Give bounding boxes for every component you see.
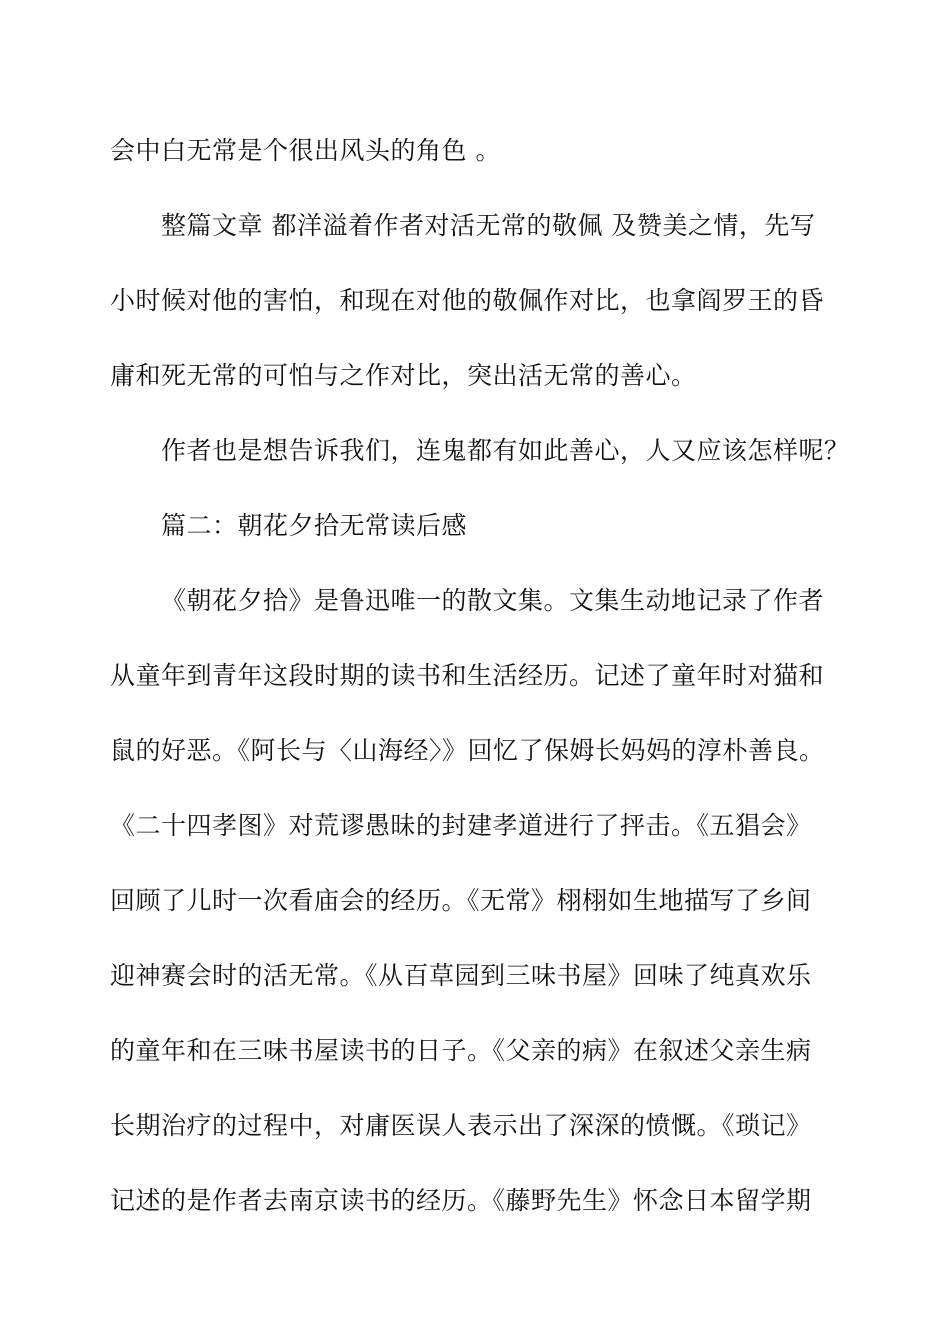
text-line: 的童年和在三味书屋读书的日子。《父亲的病》在叙述父亲生病 xyxy=(110,1036,812,1065)
text-line: 鼠的好恶。《阿长与〈山海经〉》回忆了保姆长妈妈的淳朴善良。 xyxy=(110,736,825,765)
text-line: 《二十四孝图》对荒谬愚昧的封建孝道进行了抨击。《五猖会》 xyxy=(110,811,812,840)
text-line: 记述的是作者去南京读书的经历。《藤野先生》怀念日本留学期 xyxy=(110,1186,812,1215)
paragraph-line: 作者也是想告诉我们，连鬼都有如此善心，人又应该怎样呢？ xyxy=(161,436,850,465)
text-line: 小时候对他的害怕，和现在对他的敬佩作对比，也拿阎罗王的昏 xyxy=(110,286,825,315)
text-line: 长期治疗的过程中，对庸医误人表示出了深深的愤慨。《琐记》 xyxy=(110,1111,812,1140)
text-line: 庸和死无常的可怕与之作对比，突出活无常的善心。 xyxy=(110,361,697,390)
section-heading: 篇二：朝花夕拾无常读后感 xyxy=(161,511,468,540)
paragraph-line: 整篇文章 都洋溢着作者对活无常的敬佩 及赞美之情，先写 xyxy=(161,211,816,240)
text-line: 回顾了儿时一次看庙会的经历。《无常》栩栩如生地描写了乡间 xyxy=(110,886,812,915)
text-line: 从童年到青年这段时期的读书和生活经历。记述了童年时对猫和 xyxy=(110,661,825,690)
paragraph-line: 《朝花夕拾》是鲁迅唯一的散文集。文集生动地记录了作者 xyxy=(161,586,825,615)
text-line: 会中白无常是个很出风头的角色 。 xyxy=(110,136,501,165)
text-line: 迎神赛会时的活无常。《从百草园到三味书屋》回味了纯真欢乐 xyxy=(110,961,812,990)
